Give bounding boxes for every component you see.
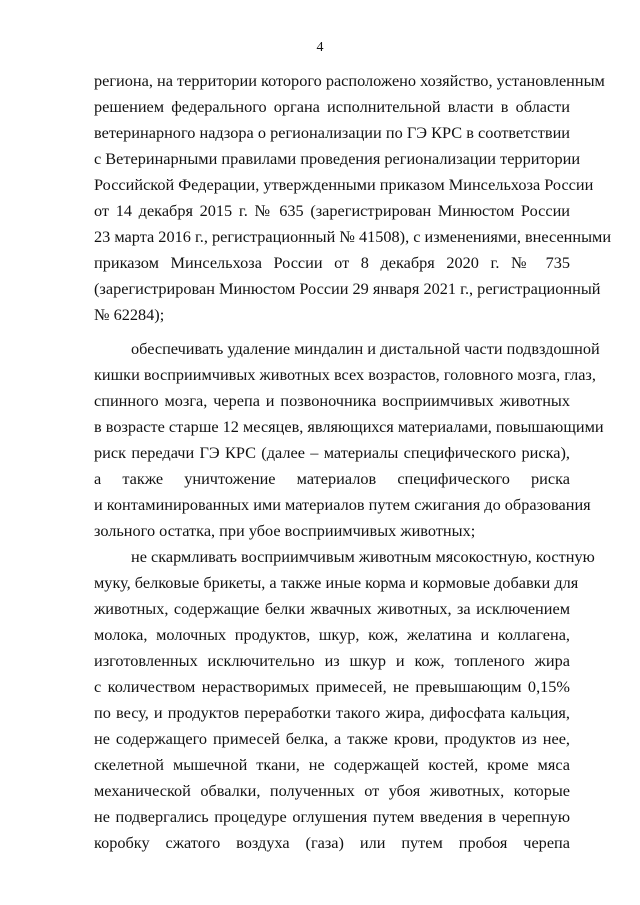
text-line: не содержащего примесей белка, а также крови, продуктов из нее, bbox=[94, 729, 570, 748]
text-line: зольного остатка, при убое восприимчивых животных; bbox=[94, 521, 476, 540]
text-line: (зарегистрирован Минюстом России 29 января 2021 г., регистрационный bbox=[94, 279, 601, 298]
text-line: изготовленных исключительно из шкур и кож, топленого жира bbox=[94, 651, 570, 670]
text-line: не скармливать восприимчивым животным мясокостную, костную bbox=[131, 547, 595, 566]
text-line: от 14 декабря 2015 г. № 635 (зарегистрирован Минюстом России bbox=[94, 201, 570, 220]
text-line: с количеством нерастворимых примесей, не превышающим 0,15% bbox=[94, 677, 570, 696]
text-line: а также уничтожение материалов специфического риска bbox=[94, 469, 570, 488]
text-line: животных, содержащие белки жвачных животных, за исключением bbox=[94, 599, 570, 618]
text-line: решением федерального органа исполнительной власти в области bbox=[94, 97, 570, 116]
text-line: скелетной мышечной ткани, не содержащей костей, кроме мяса bbox=[94, 755, 570, 774]
text-line: с Ветеринарными правилами проведения регионализации территории bbox=[94, 149, 581, 168]
text-line: приказом Минсельхоза России от 8 декабря 2020 г. № 735 bbox=[94, 253, 570, 272]
text-line: муку, белковые брикеты, а также иные корма и кормовые добавки для bbox=[94, 573, 579, 592]
text-line: региона, на территории которого расположено хозяйство, установленным bbox=[94, 71, 605, 90]
text-line: механической обвалки, полученных от убоя животных, которые bbox=[94, 781, 570, 800]
text-line: ветеринарного надзора о регионализации по ГЭ КРС в соответствии bbox=[94, 123, 570, 142]
text-line: Российской Федерации, утвержденными приказом Минсельхоза России bbox=[94, 175, 594, 194]
text-line: 23 марта 2016 г., регистрационный № 41508), с изменениями, внесенными bbox=[94, 227, 612, 246]
text-line: обеспечивать удаление миндалин и дистальной части подвздошной bbox=[131, 339, 600, 358]
text-line: не подвергались процедуре оглушения путем введения в черепную bbox=[94, 807, 570, 826]
text-line: риск передачи ГЭ КРС (далее – материалы специфического риска), bbox=[94, 443, 570, 462]
text-line: коробку сжатого воздуха (газа) или путем пробоя черепа bbox=[94, 833, 570, 852]
page-number: 4 bbox=[316, 40, 324, 55]
text-line: молока, молочных продуктов, шкур, кож, желатина и коллагена, bbox=[94, 625, 570, 644]
text-line: по весу, и продуктов переработки такого жира, дифосфата кальция, bbox=[94, 703, 570, 722]
text-line: кишки восприимчивых животных всех возрастов, головного мозга, глаз, bbox=[94, 365, 596, 384]
text-line: в возрасте старше 12 месяцев, являющихся материалами, повышающими bbox=[94, 417, 604, 436]
text-line: спинного мозга, черепа и позвоночника восприимчивых животных bbox=[94, 391, 570, 410]
text-line: и контаминированных ими материалов путем сжигания до образования bbox=[94, 495, 591, 514]
text-line: № 62284); bbox=[94, 305, 165, 324]
